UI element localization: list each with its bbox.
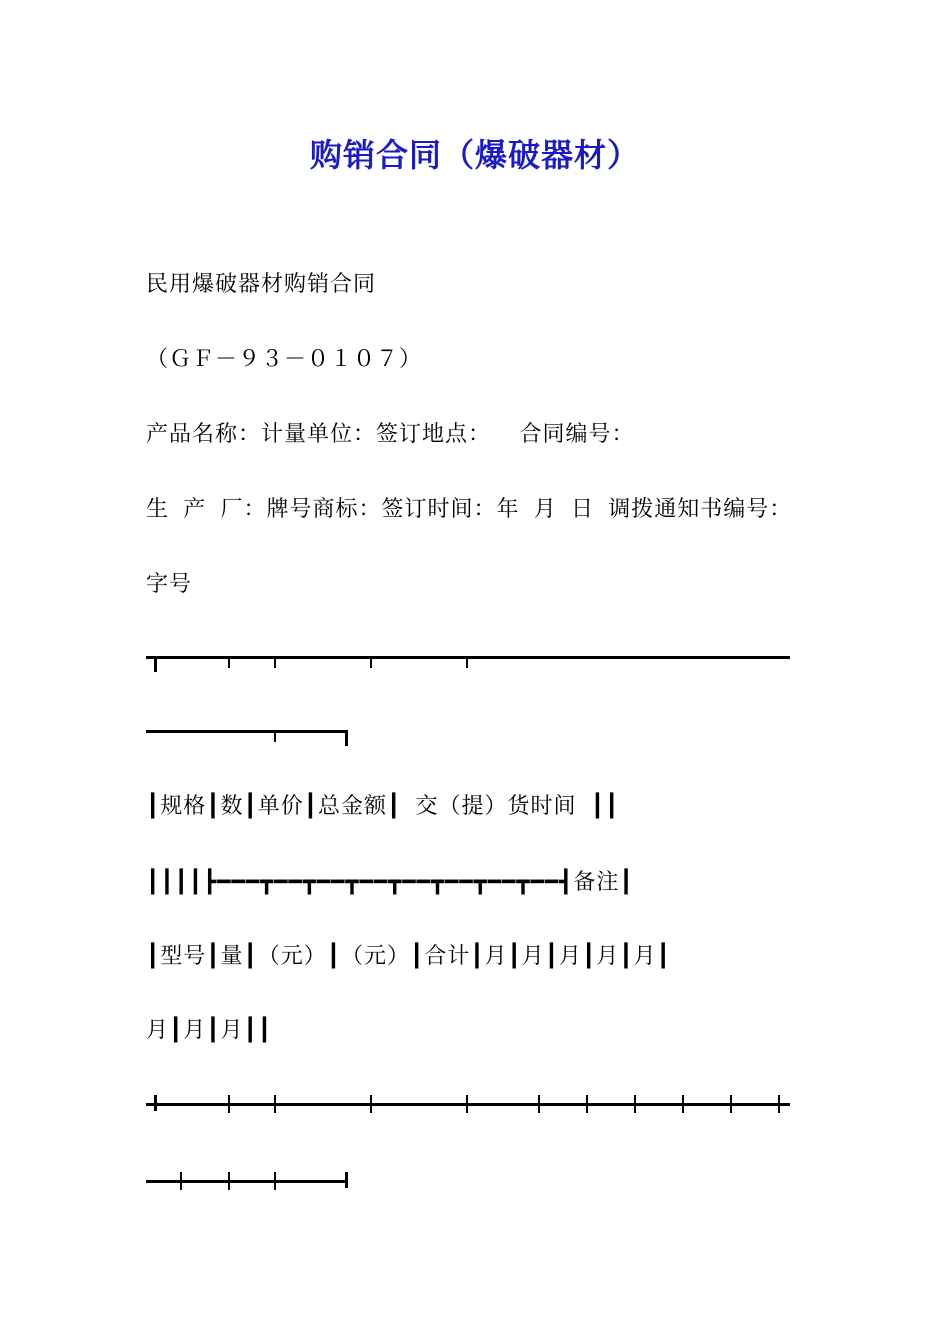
contract-code: （ＧＦ－９３－０１０７） (146, 347, 423, 372)
table-header-row-2: ┃┃┃┃┣━━━┳━━┳━━┳━━┳━━┳━━┳━━┳━━┫备注┃ (146, 870, 634, 895)
contract-subtitle: 民用爆破器材购销合同 (146, 272, 377, 297)
rule-tick (154, 1095, 157, 1111)
product-fields-line: 产品名称：计量单位：签订地点： 合同编号： (146, 422, 635, 447)
rule-tick (180, 1172, 182, 1190)
document-title: 购销合同（爆破器材） (309, 136, 640, 174)
rule-tick (274, 730, 276, 742)
rule-tick (345, 730, 348, 746)
rule-tick (634, 1095, 636, 1113)
rule-tick (274, 656, 276, 668)
table-top-line-continued (146, 730, 348, 733)
rule-tick (345, 1172, 348, 1188)
manufacturer-fields-line: 生 产 厂：牌号商标：签订时间：年 月 日 调拨通知书编号： (146, 497, 793, 522)
rule-tick (228, 656, 230, 668)
table-header-row-1: ┃规格┃数┃单价┃总金额┃ 交（提）货时间 ┃┃ (146, 794, 620, 819)
table-bottom-line-continued (146, 1180, 348, 1183)
rule-tick (466, 656, 468, 668)
rule-tick (586, 1095, 588, 1113)
serial-number-line: 字号 (146, 572, 193, 597)
table-top-line (146, 656, 790, 659)
rule-tick (228, 1172, 230, 1190)
rule-tick (682, 1095, 684, 1113)
rule-tick (370, 656, 372, 668)
rule-tick (730, 1095, 732, 1113)
rule-tick (154, 656, 157, 672)
rule-tick (228, 1095, 230, 1113)
rule-tick (274, 1095, 276, 1113)
table-header-row-4: 月┃月┃月┃┃ (146, 1018, 272, 1043)
rule-tick (778, 1095, 780, 1113)
table-header-row-3: ┃型号┃量┃（元）┃（元）┃合计┃月┃月┃月┃月┃月┃ (146, 944, 671, 969)
rule-tick (274, 1172, 276, 1190)
table-bottom-line (146, 1103, 790, 1106)
rule-tick (370, 1095, 372, 1113)
rule-tick (538, 1095, 540, 1113)
rule-tick (466, 1095, 468, 1113)
